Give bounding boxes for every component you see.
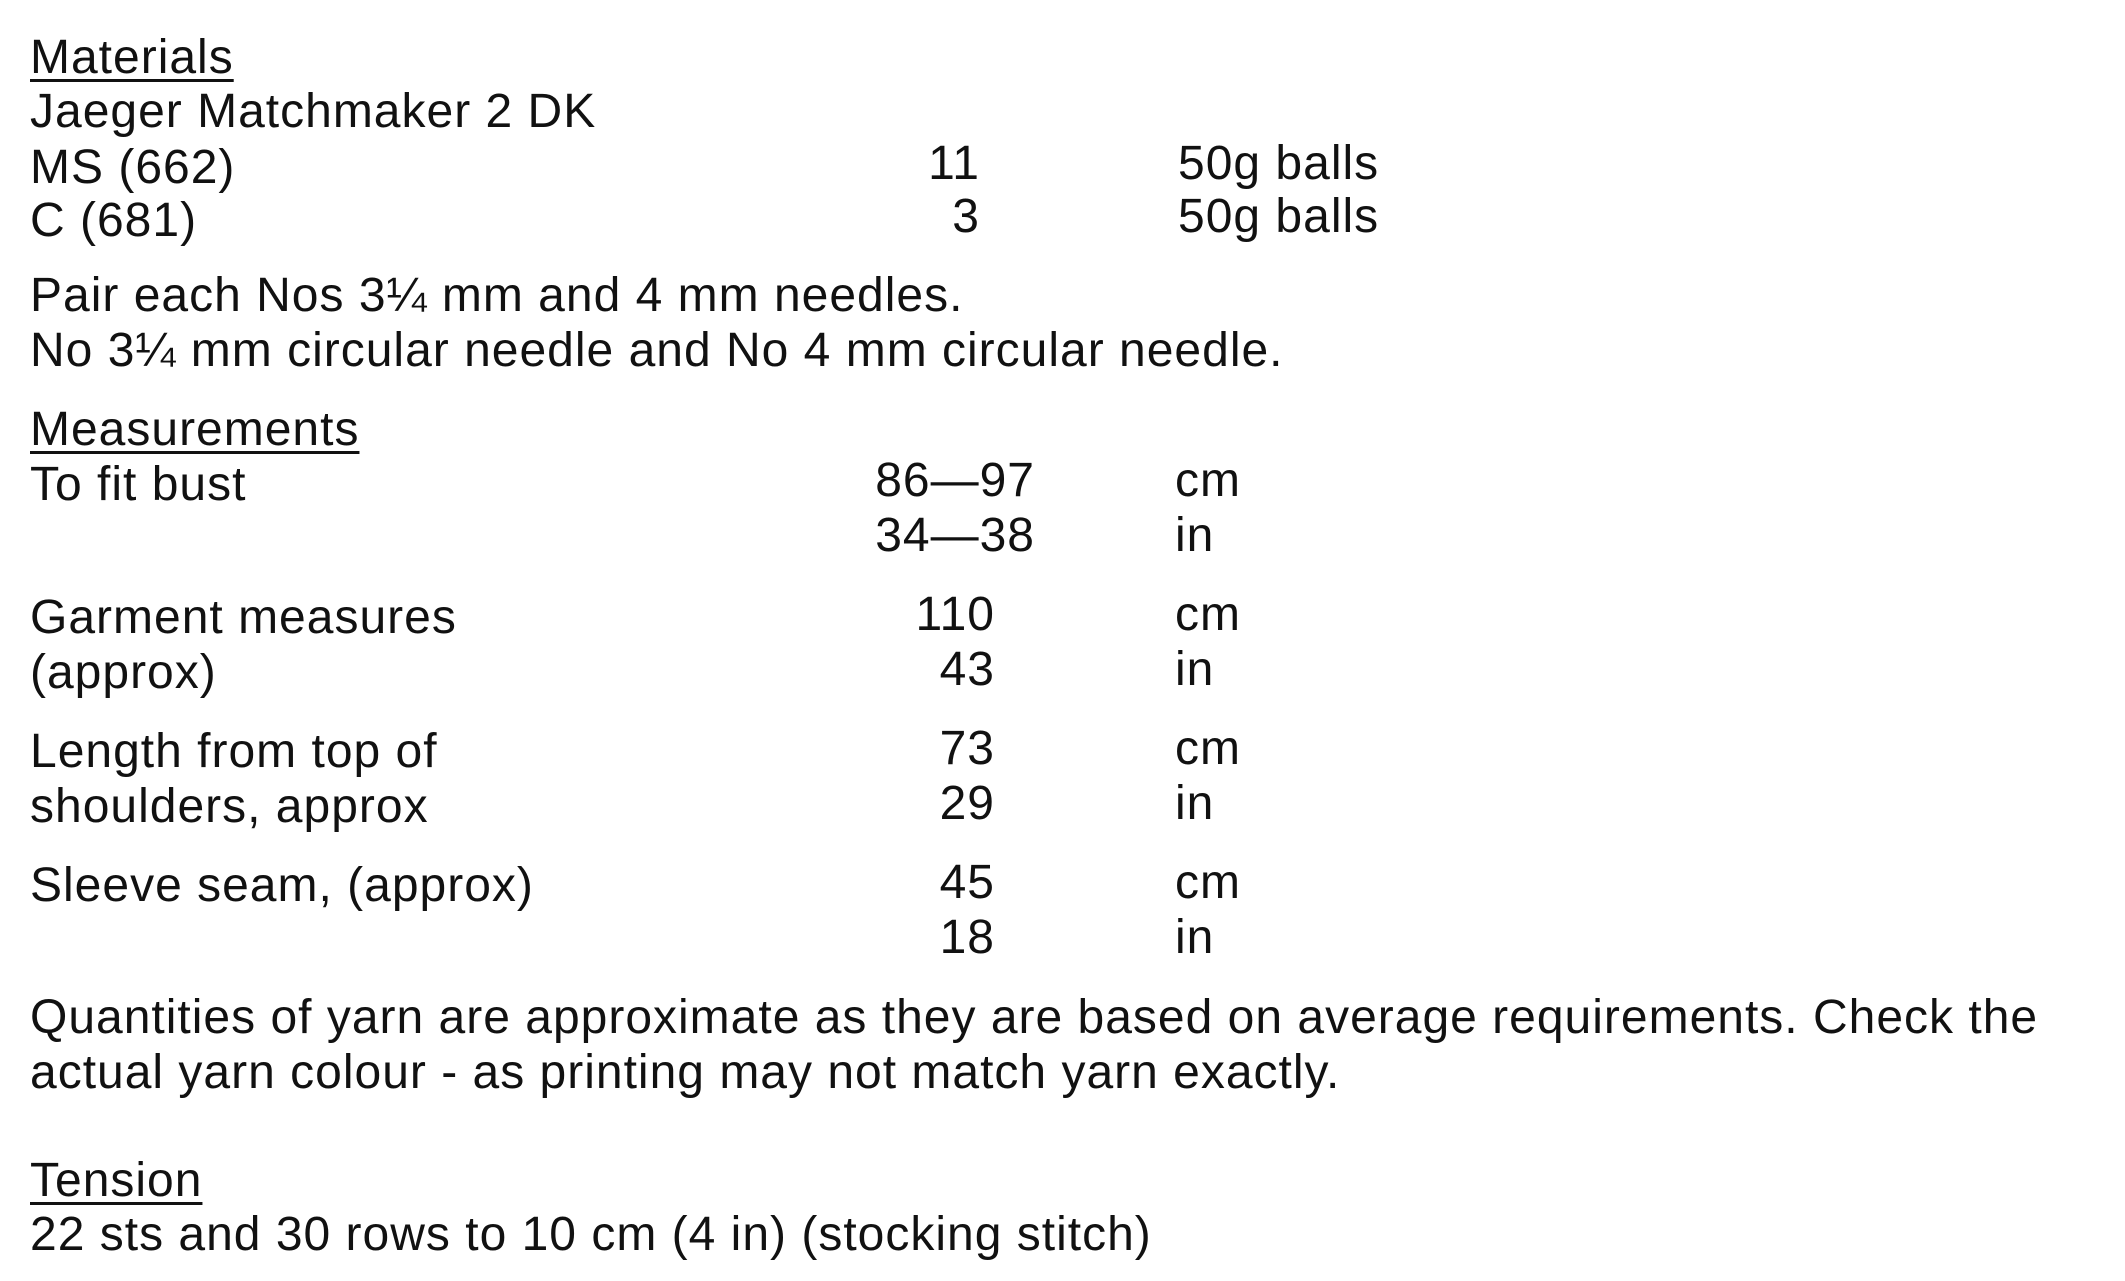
measurement-cm-value: 110 [915,588,995,641]
measurement-cm-unit: cm [1175,856,1241,909]
materials-row-label: C (681) [30,194,198,247]
tension-heading: Tension [30,1154,203,1207]
measurement-cm-unit: cm [1175,588,1241,641]
measurement-cm-unit: cm [1175,722,1241,775]
needles-text [30,268,1284,378]
materials-row-qty: 11 [928,137,980,190]
materials-row-unit: 50g balls [1178,137,1380,190]
measurement-in-value: 29 [939,777,995,830]
measurement-in-unit: in [1175,777,1215,830]
needles-line: Pair each Nos 3¼ mm and 4 mm needles. [30,269,964,322]
measurement-label: To fit bust [30,458,247,511]
measurement-in-unit: in [1175,509,1215,562]
measurement-label: Sleeve seam, (approx) [30,859,534,912]
yarn-name: Jaeger Matchmaker 2 DK [30,85,597,138]
materials-row-label: MS (662) [30,141,236,194]
materials-row-qty: 3 [952,190,980,243]
note-line: Quantities of yarn are approximate as they are based on average requirements. Check the [30,991,2039,1044]
measurement-cm-value: 86—97 [875,454,1035,507]
measurement-in-value: 34—38 [875,509,1035,562]
materials-heading: Materials [30,31,234,84]
measurement-in-value: 43 [939,643,995,696]
yarn-quantities-note [30,990,2038,1100]
measurement-label-line2: shoulders, approx [30,780,429,833]
measurement-label: Garment measures [30,591,457,644]
measurement-in-value: 18 [939,911,995,964]
tension-text: 22 sts and 30 rows to 10 cm (4 in) (stocking stitch) [30,1208,1152,1261]
measurement-cm-unit: cm [1175,454,1241,507]
note-line: actual yarn colour - as printing may not match yarn exactly. [30,1046,1341,1099]
measurement-cm-value: 45 [939,856,995,909]
needles-line: No 3¼ mm circular needle and No 4 mm circular needle. [30,324,1284,377]
materials-row-unit: 50g balls [1178,190,1380,243]
measurement-label: Length from top of [30,725,438,778]
measurement-in-unit: in [1175,911,1215,964]
measurement-in-unit: in [1175,643,1215,696]
measurement-cm-value: 73 [939,722,995,775]
measurement-label-line2: (approx) [30,646,217,699]
measurements-heading: Measurements [30,403,360,456]
